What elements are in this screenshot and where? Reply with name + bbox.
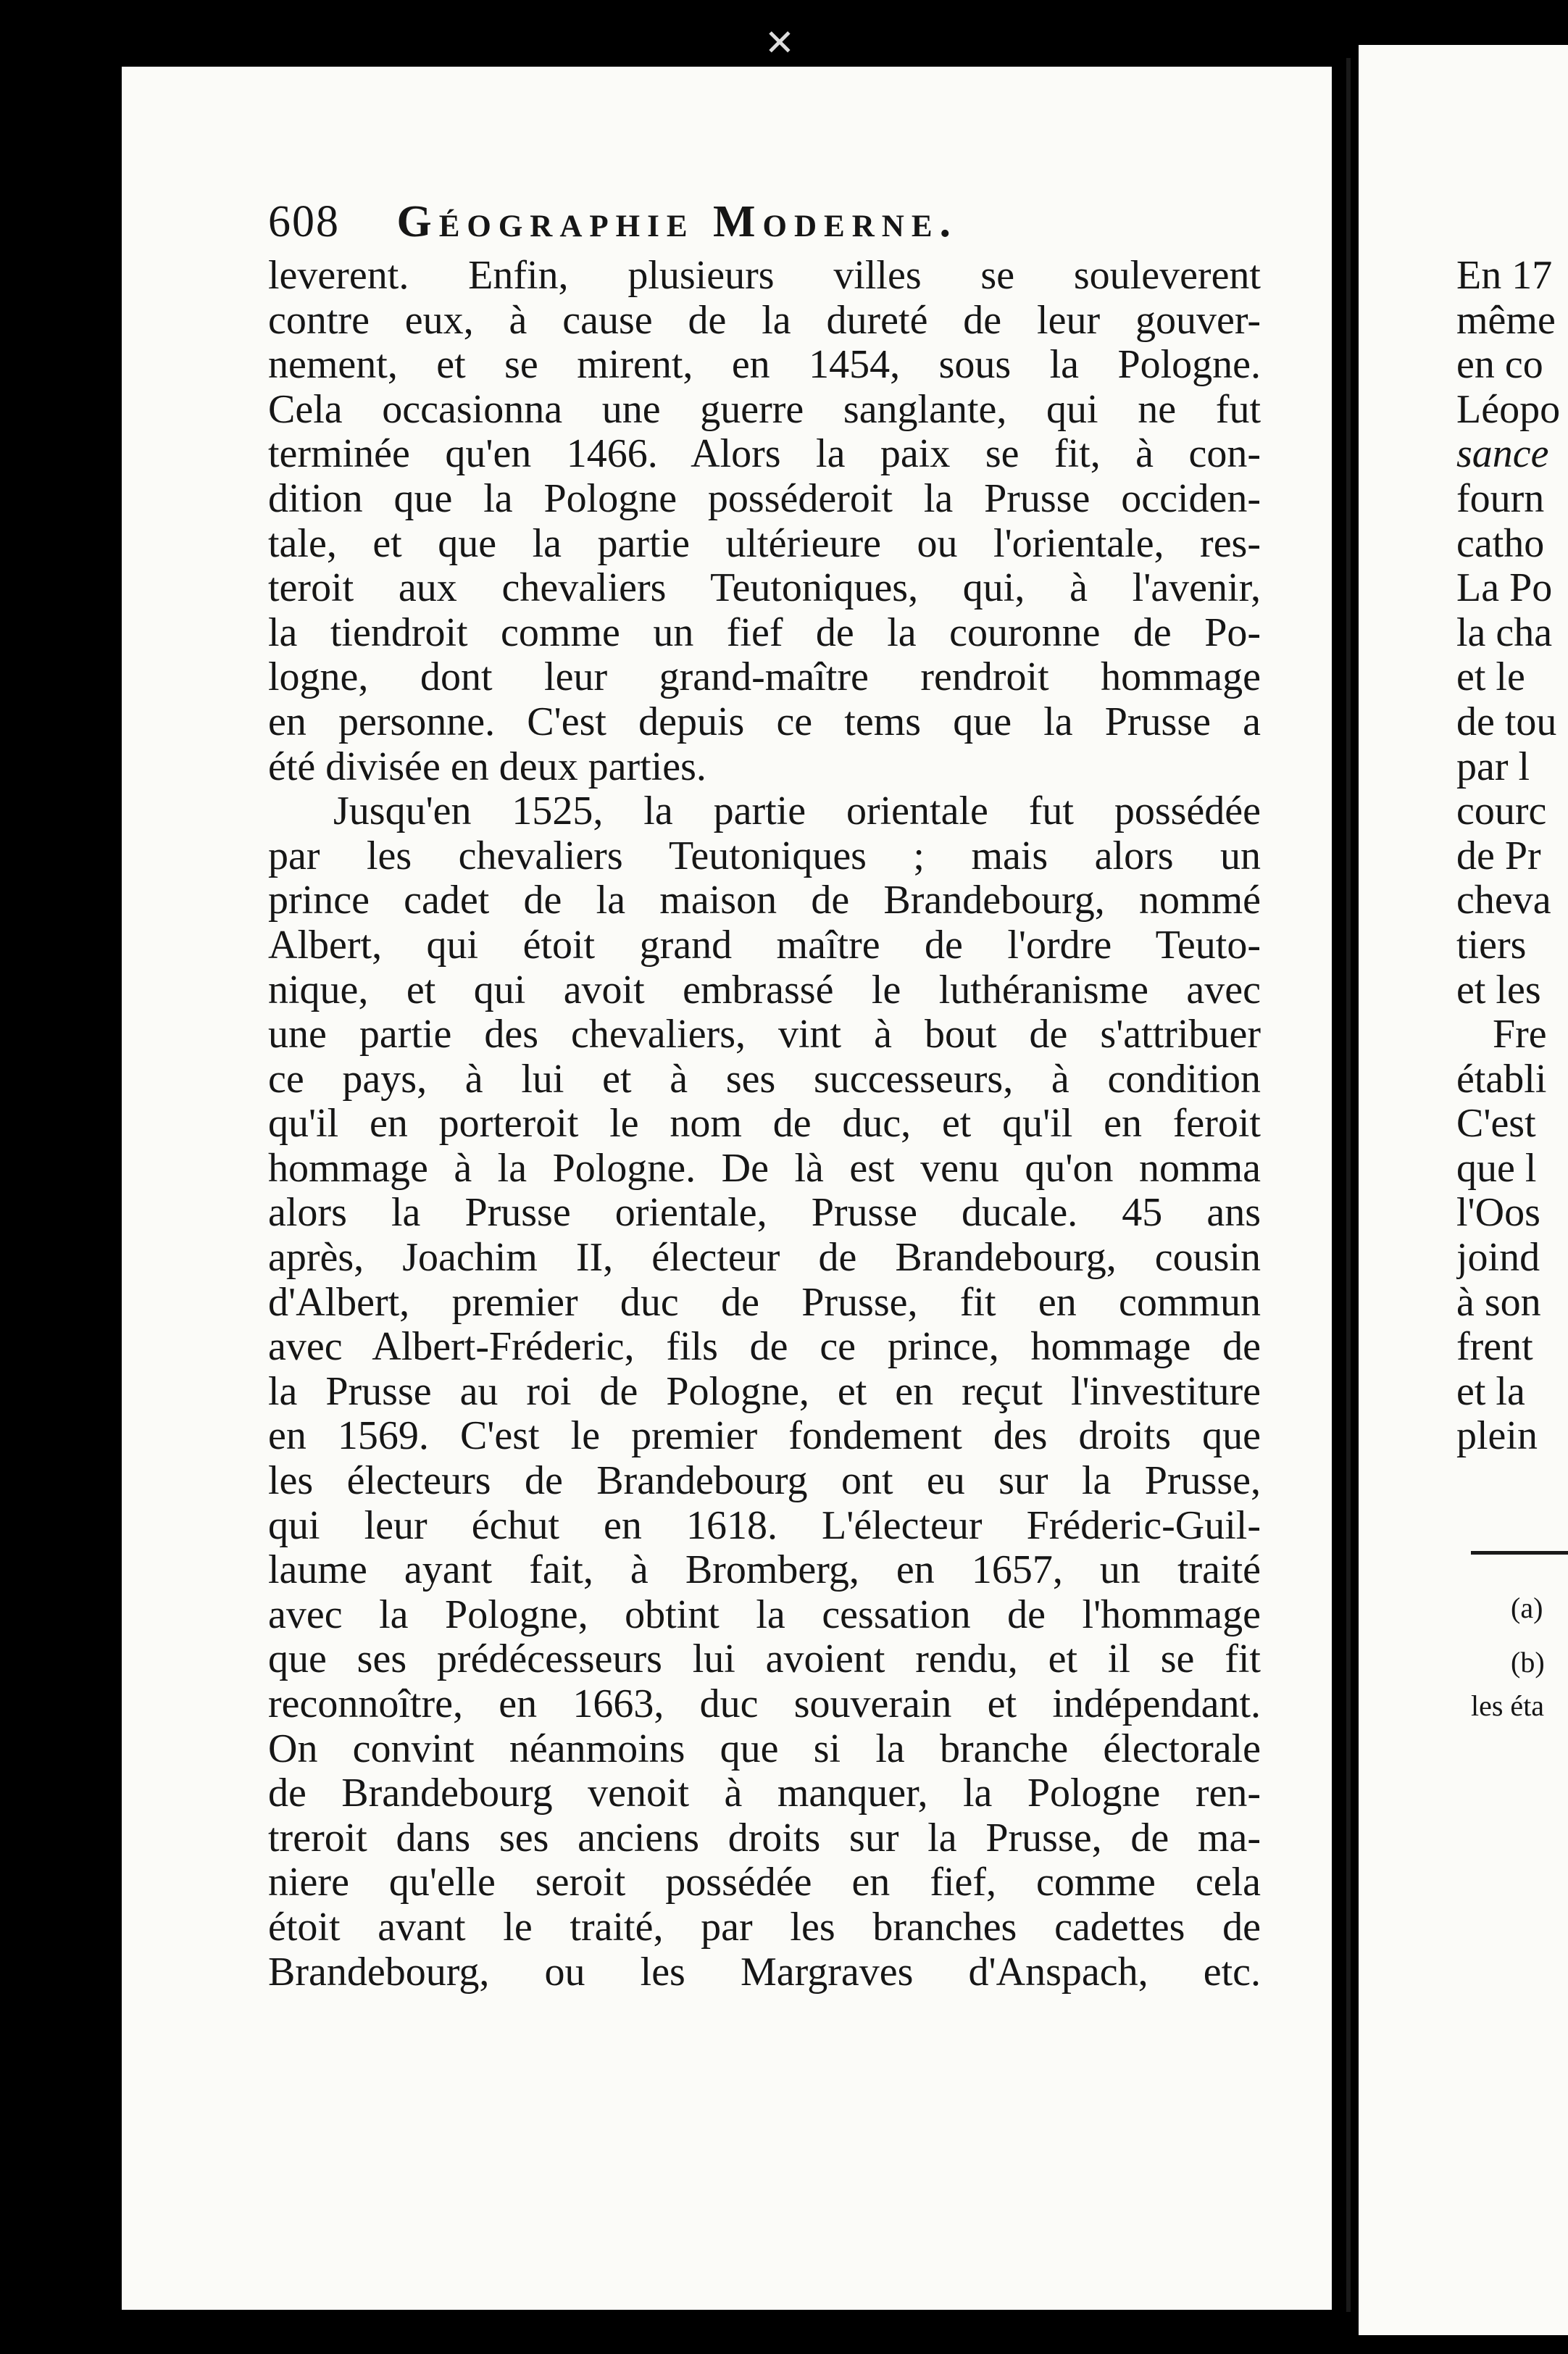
edge-mark: ✕ bbox=[764, 22, 795, 63]
text-line: avec Albert-Fréderic, fils de ce prince, hommage de bbox=[268, 1325, 1261, 1370]
text-line: par les chevaliers Teutoniques ; mais alors un bbox=[268, 833, 1261, 878]
text-line: ce pays, à lui et à ses successeurs, à condition bbox=[268, 1057, 1261, 1102]
right-text-line: et les bbox=[1456, 968, 1541, 1012]
right-text-line: catho bbox=[1456, 521, 1545, 566]
text-line: nique, et qui avoit embrassé le luthéranisme avec bbox=[268, 968, 1261, 1012]
footnote-marker-b: (b) bbox=[1511, 1646, 1545, 1679]
right-text-line: établi bbox=[1456, 1057, 1547, 1102]
page-gutter bbox=[1346, 58, 1351, 2312]
right-text-line: même bbox=[1456, 298, 1556, 343]
right-text-line: en co bbox=[1456, 343, 1543, 388]
right-text-line: En 17 bbox=[1456, 254, 1553, 298]
text-line: alors la Prusse orientale, Prusse ducale. 45 ans bbox=[268, 1191, 1261, 1236]
main-text-block bbox=[268, 254, 1261, 1995]
page-number: 608 bbox=[268, 197, 340, 246]
right-text-line: C'est bbox=[1456, 1102, 1536, 1147]
text-line: laume ayant fait, à Bromberg, en 1657, un traité bbox=[268, 1548, 1261, 1593]
right-text-line: et la bbox=[1456, 1369, 1525, 1414]
footnote-marker-a: (a) bbox=[1511, 1592, 1543, 1624]
text-line: reconnoître, en 1663, duc souverain et indépendant. bbox=[268, 1682, 1261, 1726]
text-line: de Brandebourg venoit à manquer, la Pologne ren- bbox=[268, 1771, 1261, 1816]
footnote-text: les éta bbox=[1471, 1689, 1545, 1722]
text-line: nement, et se mirent, en 1454, sous la Pologne. bbox=[268, 343, 1261, 388]
text-line: leverent. Enfin, plusieurs villes se souleverent bbox=[268, 254, 1261, 298]
right-text-line: de Pr bbox=[1456, 833, 1541, 878]
right-text-line: frent bbox=[1456, 1325, 1533, 1370]
text-line: en 1569. C'est le premier fondement des droits que bbox=[268, 1414, 1261, 1459]
text-line: après, Joachim II, électeur de Brandebourg, cousin bbox=[268, 1236, 1261, 1281]
text-line: d'Albert, premier duc de Prusse, fit en commun bbox=[268, 1280, 1261, 1325]
text-line: On convint néanmoins que si la branche électorale bbox=[268, 1726, 1261, 1771]
text-line: terminée qu'en 1466. Alors la paix se fit, à con- bbox=[268, 432, 1261, 477]
footnote-rule bbox=[1471, 1551, 1568, 1555]
text-line: teroit aux chevaliers Teutoniques, qui, à l'avenir, bbox=[268, 566, 1261, 611]
text-line: été divisée en deux parties. bbox=[268, 744, 706, 789]
right-text-line: courc bbox=[1456, 789, 1547, 834]
right-text-line: tiers bbox=[1456, 923, 1527, 968]
right-text-line: joind bbox=[1456, 1236, 1540, 1281]
right-text-line: cheva bbox=[1456, 878, 1551, 923]
right-text-line: sance bbox=[1456, 432, 1549, 477]
text-line: en personne. C'est depuis ce tems que la Prusse a bbox=[268, 699, 1261, 744]
page-title: Géographie Moderne. bbox=[396, 197, 959, 246]
right-text-line: plein bbox=[1456, 1414, 1538, 1459]
right-text-line: à son bbox=[1456, 1280, 1541, 1325]
text-line: hommage à la Pologne. De là est venu qu'on nomma bbox=[268, 1146, 1261, 1191]
right-text-line: et le bbox=[1456, 655, 1525, 700]
right-text-line: l'Oos bbox=[1456, 1191, 1540, 1236]
text-line: Brandebourg, ou les Margraves d'Anspach, etc. bbox=[268, 1950, 1261, 1995]
text-line: dition que la Pologne posséderoit la Prusse occiden- bbox=[268, 476, 1261, 521]
text-line: les électeurs de Brandebourg ont eu sur la Prusse, bbox=[268, 1459, 1261, 1504]
text-line: tale, et que la partie ultérieure ou l'orientale, res- bbox=[268, 521, 1261, 566]
text-line: une partie des chevaliers, vint à bout de s'attribuer bbox=[268, 1012, 1261, 1057]
text-line: étoit avant le traité, par les branches cadettes de bbox=[268, 1905, 1261, 1950]
text-line: logne, dont leur grand-maître rendroit hommage bbox=[268, 655, 1261, 700]
text-line: niere qu'elle seroit possédée en fief, comme cela bbox=[268, 1860, 1261, 1905]
right-text-line: Léopo bbox=[1456, 387, 1561, 432]
text-line: contre eux, à cause de la dureté de leur gouver- bbox=[268, 298, 1261, 343]
text-line: treroit dans ses anciens droits sur la Prusse, de ma- bbox=[268, 1816, 1261, 1860]
right-text-line: fourn bbox=[1456, 476, 1545, 521]
right-text-line: La Po bbox=[1456, 566, 1553, 611]
right-text-line: Fre bbox=[1493, 1012, 1547, 1057]
right-text-line: que l bbox=[1456, 1146, 1537, 1191]
text-line: la Prusse au roi de Pologne, et en reçut l'investiture bbox=[268, 1369, 1261, 1414]
text-line: Cela occasionna une guerre sanglante, qui ne fut bbox=[268, 387, 1261, 432]
text-line: Jusqu'en 1525, la partie orientale fut possédée bbox=[333, 789, 1261, 834]
text-line: que ses prédécesseurs lui avoient rendu, et il se fit bbox=[268, 1637, 1261, 1682]
running-head bbox=[268, 193, 1210, 251]
text-line: Albert, qui étoit grand maître de l'ordre Teuto- bbox=[268, 923, 1261, 968]
right-text-line: par l bbox=[1456, 744, 1530, 789]
text-line: qu'il en porteroit le nom de duc, et qu'il en feroit bbox=[268, 1102, 1261, 1147]
right-page-text bbox=[1456, 254, 1568, 1459]
text-line: qui leur échut en 1618. L'électeur Fréderic-Guil- bbox=[268, 1503, 1261, 1548]
right-text-line: de tou bbox=[1456, 699, 1557, 744]
text-line: avec la Pologne, obtint la cessation de l'hommage bbox=[268, 1592, 1261, 1637]
text-line: la tiendroit comme un fief de la couronne de Po- bbox=[268, 610, 1261, 655]
right-text-line: la cha bbox=[1456, 610, 1553, 655]
text-line: prince cadet de la maison de Brandebourg, nommé bbox=[268, 878, 1261, 923]
